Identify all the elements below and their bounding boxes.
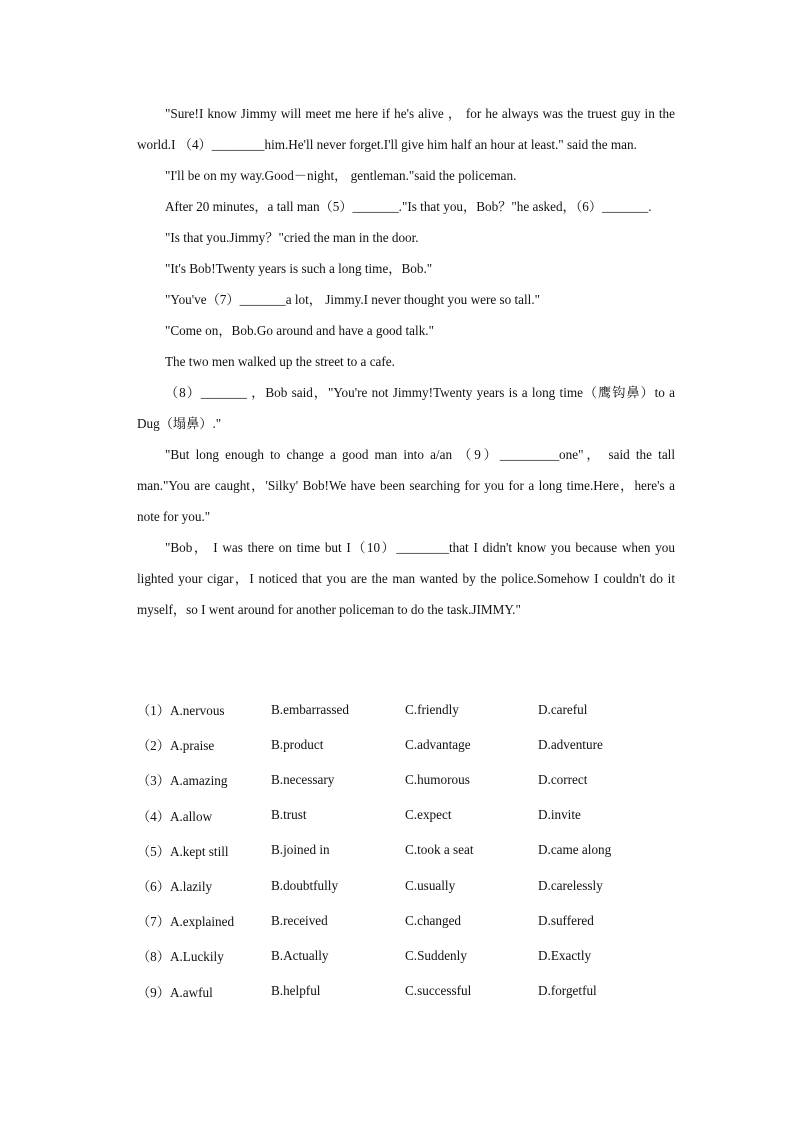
option-choice: C.took a seat — [405, 842, 474, 858]
option-row — [137, 903, 677, 938]
option-choice: C.friendly — [405, 701, 459, 717]
passage-paragraph: "Come on，Bob.Go around and have a good talk." — [165, 323, 434, 338]
passage-paragraph: "Sure!I know Jimmy will meet me here if he's alive ， for he always was the truest guy in the world.I （4）________him.He'll never forget.I'll give him half an hour at least." said the man. — [137, 106, 675, 152]
option-choice: C.expect — [405, 807, 452, 823]
option-choice: B.Actually — [271, 947, 329, 963]
option-choice: B.embarrassed — [271, 701, 349, 717]
option-choice: （6）A.lazily — [137, 879, 213, 895]
passage-paragraph: "But long enough to change a good man into a/an （9）_________one"， said the tall man."You are caught，'Silky' Bob!We have been searching for you for a long time.Here，here's a note for you." — [137, 447, 675, 524]
option-row — [137, 692, 677, 727]
option-row — [137, 974, 677, 1009]
option-choice: D.carelessly — [538, 877, 603, 893]
passage-paragraph: "Is that you.Jimmy？"cried the man in the door. — [165, 230, 419, 245]
option-choice: B.product — [271, 736, 324, 752]
option-choice: C.usually — [405, 877, 456, 893]
story-passage — [137, 98, 675, 625]
option-choice: B.received — [271, 912, 328, 928]
option-row — [137, 868, 677, 903]
option-choice: D.correct — [538, 771, 588, 787]
option-choice: B.helpful — [271, 983, 321, 999]
option-choice: D.adventure — [538, 736, 603, 752]
passage-paragraph: "You've（7）_______a lot， Jimmy.I never thought you were so tall." — [165, 292, 541, 307]
option-choice: （2）A.praise — [137, 738, 215, 754]
option-choice: B.joined in — [271, 842, 330, 858]
option-choice: （5）A.kept still — [137, 843, 229, 859]
option-choice: D.suffered — [538, 912, 594, 928]
passage-paragraph: After 20 minutes，a tall man（5）_______."Is that you，Bob？"he asked，（6）_______. — [165, 199, 652, 214]
option-choice: B.trust — [271, 807, 307, 823]
option-choice: D.came along — [538, 842, 612, 858]
option-choice: C.advantage — [405, 736, 471, 752]
option-choice: D.invite — [538, 807, 581, 823]
option-choice: D.Exactly — [538, 947, 592, 963]
answer-options-table — [137, 692, 677, 1009]
passage-paragraph: The two men walked up the street to a cafe. — [165, 354, 395, 369]
passage-paragraph: "I'll be on my way.Good－night， gentleman."said the policeman. — [165, 168, 517, 183]
option-row — [137, 938, 677, 973]
option-choice: C.humorous — [405, 771, 470, 787]
option-choice: （1）A.nervous — [137, 703, 225, 719]
option-choice: B.necessary — [271, 771, 335, 787]
option-choice: D.careful — [538, 701, 588, 717]
option-choice: （8）A.Luckily — [137, 949, 224, 965]
option-choice: C.changed — [405, 912, 462, 928]
option-choice: （7）A.explained — [137, 914, 235, 930]
option-row — [137, 833, 677, 868]
option-choice: （4）A.allow — [137, 808, 213, 824]
option-choice: （3）A.amazing — [137, 773, 228, 789]
option-choice: C.Suddenly — [405, 947, 467, 963]
option-choice: C.successful — [405, 983, 472, 999]
passage-paragraph: （8）_______ ，Bob said，"You're not Jimmy!Twenty years is a long time（鹰钩鼻）to a Dug（塌鼻）." — [137, 385, 675, 431]
passage-paragraph: "Bob， I was there on time but I（10）________that I didn't know you because when you lighted your cigar，I noticed that you are the man wanted by the police.Somehow I couldn't do it myself，so I went around for another policeman to do the task.JIMMY." — [137, 540, 675, 617]
option-row — [137, 798, 677, 833]
option-row — [137, 762, 677, 797]
option-row — [137, 727, 677, 762]
option-choice: （9）A.awful — [137, 984, 213, 1000]
passage-paragraph: "It's Bob!Twenty years is such a long time，Bob." — [165, 261, 433, 276]
option-choice: D.forgetful — [538, 983, 597, 999]
option-choice: B.doubtfully — [271, 877, 339, 893]
